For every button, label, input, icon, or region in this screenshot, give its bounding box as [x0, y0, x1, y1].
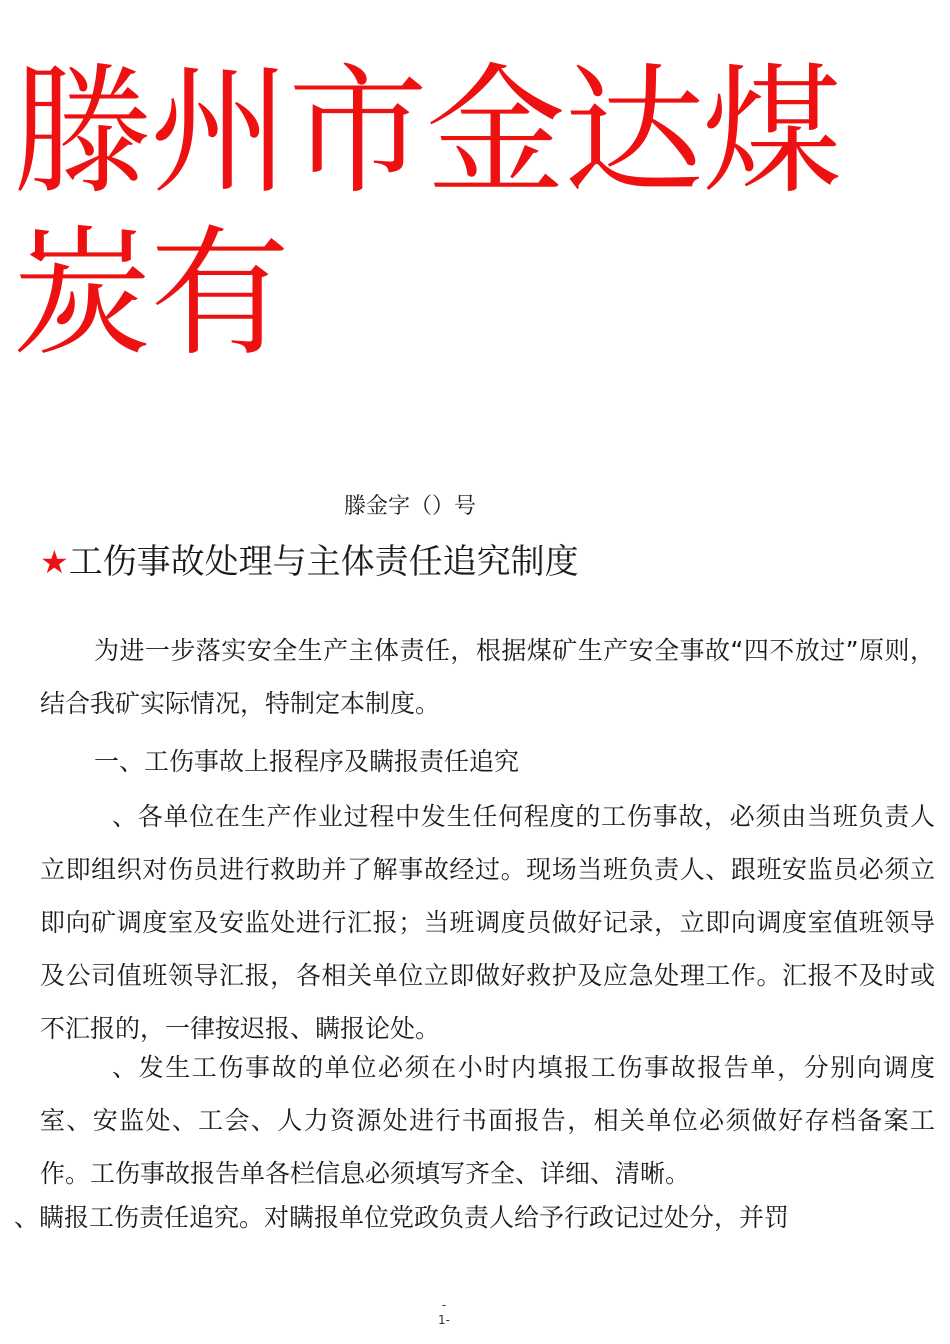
- clause-paragraph: 、发生工伤事故的单位必须在小时内填报工伤事故报告单，分别向调度室、安监处、工会、人力资源处进行书面报告，相关单位必须做好存档备案工作。工伤事故报告单各栏信息必须填写齐全、详细、清晰。: [40, 1053, 935, 1188]
- intro-paragraph: 为进一步落实安全生产主体责任，根据煤矿生产安全事故“四不放过”原则，结合我矿实际情况，特制定本制度。: [40, 636, 935, 718]
- page-number: 1-: [438, 1313, 450, 1327]
- clause-paragraph: 、瞒报工伤责任追究。对瞒报单位党政负责人给予行政记过处分，并罚: [14, 1203, 790, 1232]
- clause-paragraph: 、各单位在生产作业过程中发生任何程度的工伤事故，必须由当班负责人立即组织对伤员进行救助并了解事故经过。现场当班负责人、跟班安监员必须立即向矿调度室及安监处进行汇报；当班调度员做好记录，立即向调度室值班领导及公司值班领导汇报，各相关单位立即做好救护及应急处理工作。汇报不及时或不汇报的，一律按迟报、瞒报论处。: [40, 802, 935, 1043]
- company-letterhead: 滕州市金达煤炭有: [12, 51, 841, 376]
- document-number: 滕金字（）号: [343, 494, 476, 519]
- footer-dash: -: [441, 1298, 447, 1312]
- document-title: [40, 536, 579, 588]
- document-title-text: 工伤事故处理与主体责任追究制度: [68, 542, 579, 582]
- section-heading: 一、工伤事故上报程序及瞒报责任追究: [94, 747, 520, 776]
- star-icon: ★: [40, 543, 69, 581]
